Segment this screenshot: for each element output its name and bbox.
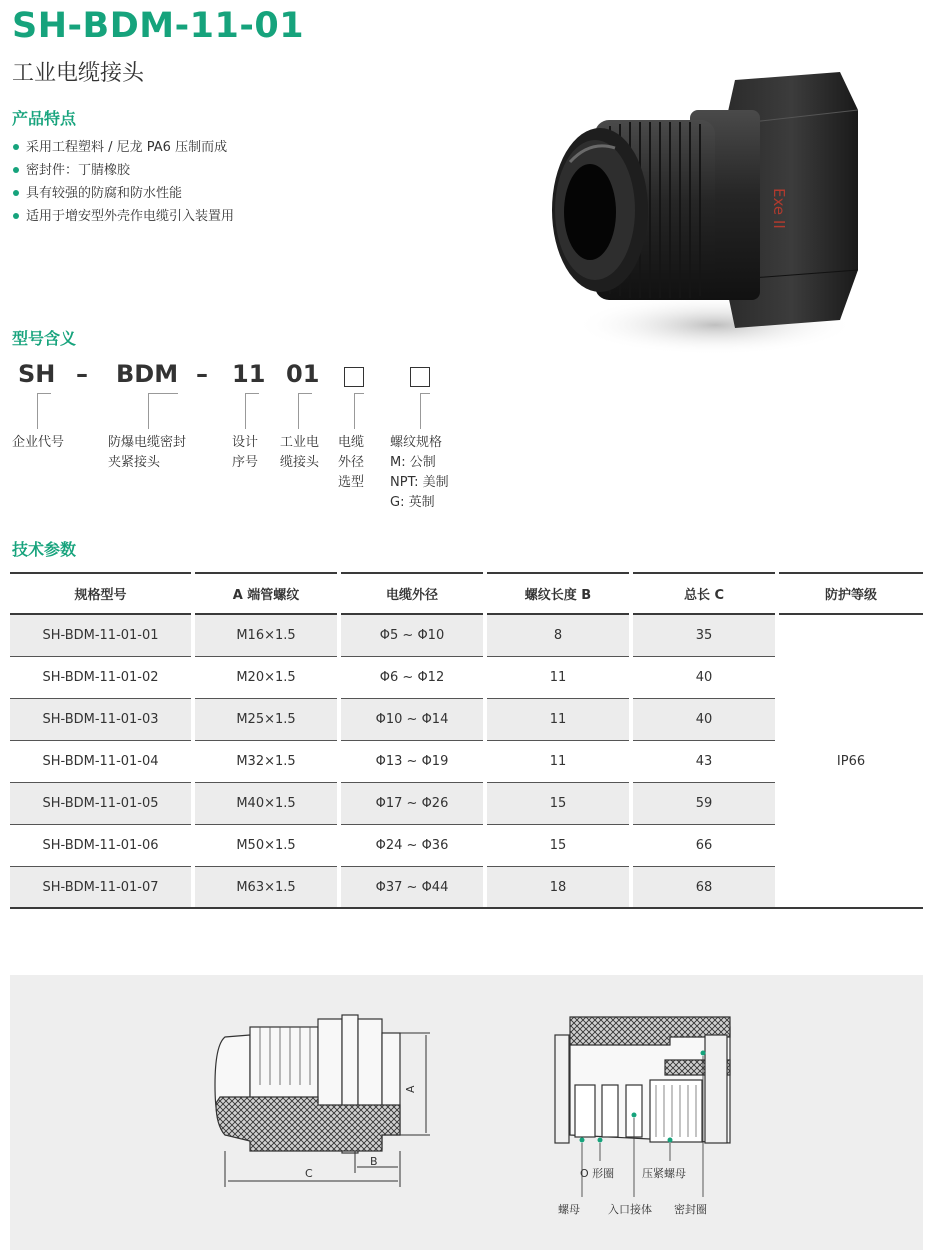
part-label-nut: 螺母 (558, 1203, 580, 1216)
label-type: 工业电 缆接头 (280, 435, 320, 470)
spec-table (10, 572, 923, 909)
table-row: SH-BDM-11-01-04 M32×1.5 Φ13 ~ Φ19 11 43 (10, 741, 923, 783)
section-view-drawing (555, 1017, 730, 1143)
label-cable-od: 电缆 外径 选型 (338, 435, 365, 490)
dimension-a-label: A (404, 1085, 417, 1093)
code-type: 01 (286, 360, 320, 388)
table-row: SH-BDM-11-01-01 M16×1.5 Φ5 ~ Φ10 8 35 IP66 (10, 615, 923, 657)
part-label-seal: 密封圈 (674, 1203, 707, 1216)
part-label-o-ring: O 形圈 (580, 1167, 615, 1180)
label-design-no: 设计 序号 (232, 435, 259, 470)
code-thread-box (410, 367, 430, 387)
product-photo (540, 70, 870, 370)
code-connector (245, 393, 259, 429)
part-label-compression-nut: 压紧螺母 (642, 1167, 686, 1180)
tech-params-heading: 技术参数 (12, 540, 77, 559)
column-header: A 端管螺纹 (195, 572, 337, 615)
protection-rating: IP66 (779, 615, 923, 909)
code-design-no: 11 (232, 360, 266, 388)
column-header: 防护等级 (779, 572, 923, 615)
product-model-title: SH-BDM-11-01 (12, 6, 305, 46)
part-label-inlet-body: 入口接体 (608, 1203, 652, 1216)
dimension-b-label: B (370, 1155, 378, 1168)
code-company: SH (18, 360, 56, 388)
table-row: SH-BDM-11-01-02 M20×1.5 Φ6 ~ Φ12 11 40 (10, 657, 923, 699)
code-connector (298, 393, 312, 429)
table-row: SH-BDM-11-01-05 M40×1.5 Φ17 ~ Φ26 15 59 (10, 783, 923, 825)
table-header-row (10, 572, 923, 615)
code-dash: – (76, 360, 88, 388)
code-series: BDM (116, 360, 179, 388)
features-heading: 产品特点 (12, 109, 77, 128)
code-cable-box (344, 367, 364, 387)
column-header: 规格型号 (10, 572, 191, 615)
features-list (12, 136, 234, 228)
code-dash: – (196, 360, 208, 388)
label-company-code: 企业代号 (12, 435, 65, 450)
side-view-drawing (215, 1015, 400, 1153)
code-connector (37, 393, 51, 429)
code-connector (354, 393, 364, 429)
label-thread-spec: 螺纹规格 M: 公制 NPT: 美制 G: 英制 (390, 435, 449, 510)
model-meaning-heading: 型号含义 (12, 329, 77, 348)
product-marking: Exe II (770, 188, 788, 229)
dimension-c-label: C (305, 1167, 313, 1180)
code-connector (420, 393, 430, 429)
column-header: 电缆外径 (341, 572, 483, 615)
feature-item: 适用于增安型外壳作电缆引入装置用 (12, 205, 234, 228)
code-connector (148, 393, 178, 429)
column-header: 螺纹长度 B (487, 572, 629, 615)
feature-item: 具有较强的防腐和防水性能 (12, 182, 234, 205)
column-header: 总长 C (633, 572, 775, 615)
product-name: 工业电缆接头 (12, 61, 145, 86)
feature-item: 采用工程塑料 / 尼龙 PA6 压制而成 (12, 136, 234, 159)
label-series: 防爆电缆密封 夹紧接头 (108, 435, 187, 470)
drawing-panel (10, 975, 923, 1250)
feature-item: 密封件：丁腈橡胶 (12, 159, 234, 182)
table-row: SH-BDM-11-01-06 M50×1.5 Φ24 ~ Φ36 15 66 (10, 825, 923, 867)
table-row: SH-BDM-11-01-03 M25×1.5 Φ10 ~ Φ14 11 40 (10, 699, 923, 741)
table-row: SH-BDM-11-01-07 M63×1.5 Φ37 ~ Φ44 18 68 (10, 867, 923, 909)
